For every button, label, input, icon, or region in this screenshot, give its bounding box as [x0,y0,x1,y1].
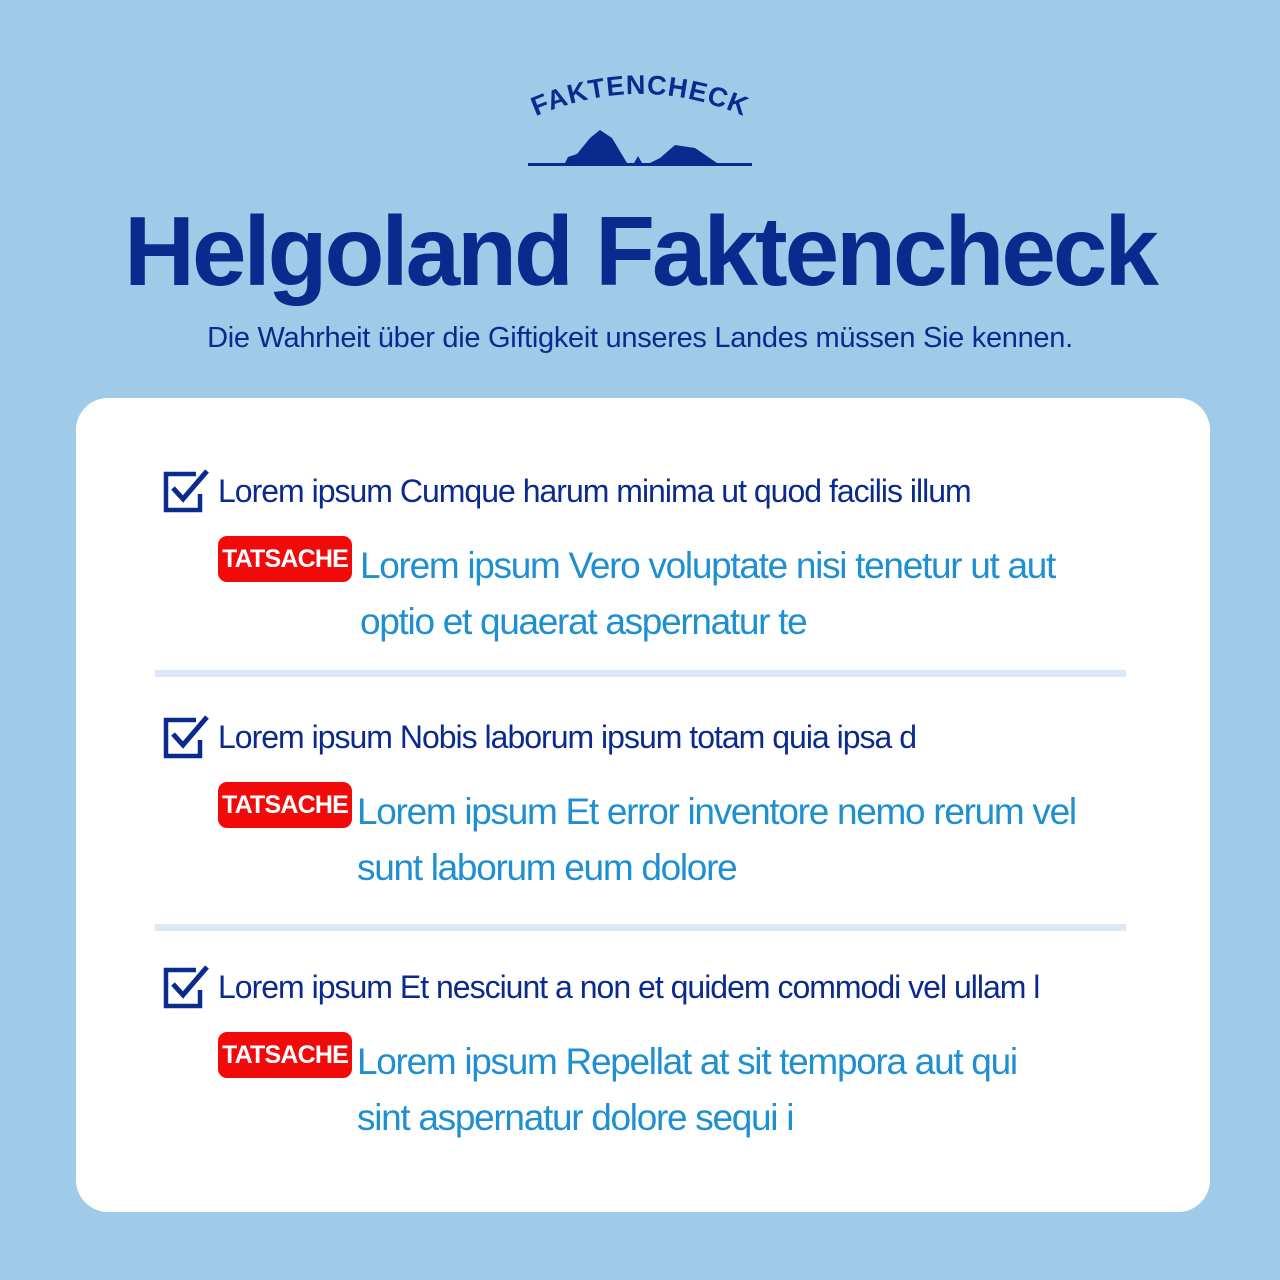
claim-text: Lorem ipsum Cumque harum minima ut quod facilis illum [218,472,971,509]
fact-text: Lorem ipsum Et error inventore nemo rerum vel sunt laborum eum dolore [357,791,1076,888]
checkbox-checked-icon [162,714,212,760]
tatsache-badge: TATSACHE [218,782,352,828]
svg-text:FAKTENCHECK: FAKTENCHECK [526,70,754,122]
faktencheck-logo [520,70,760,175]
claim-text: Lorem ipsum Nobis laborum ipsum totam quia ipsa d [218,718,916,755]
divider [155,924,1126,931]
page-title: Helgoland Faktencheck [124,196,1156,306]
checkbox-checked-icon [162,964,212,1010]
facts-card [76,398,1210,1212]
claim-text: Lorem ipsum Et nesciunt a non et quidem commodi vel ullam l [218,968,1040,1005]
island-silhouette-icon [528,130,752,166]
checkbox-checked-icon [162,468,212,514]
fact-text: Lorem ipsum Vero voluptate nisi tenetur ut aut optio et quaerat aspernatur te [360,545,1056,642]
divider [155,670,1126,677]
tatsache-badge: TATSACHE [218,1032,352,1078]
tatsache-badge: TATSACHE [218,536,352,582]
fact-text: Lorem ipsum Repellat at sit tempora aut qui sint aspernatur dolore sequi i [357,1041,1017,1138]
page-subtitle: Die Wahrheit über die Giftigkeit unseres Landes müssen Sie kennen. [207,322,1073,354]
